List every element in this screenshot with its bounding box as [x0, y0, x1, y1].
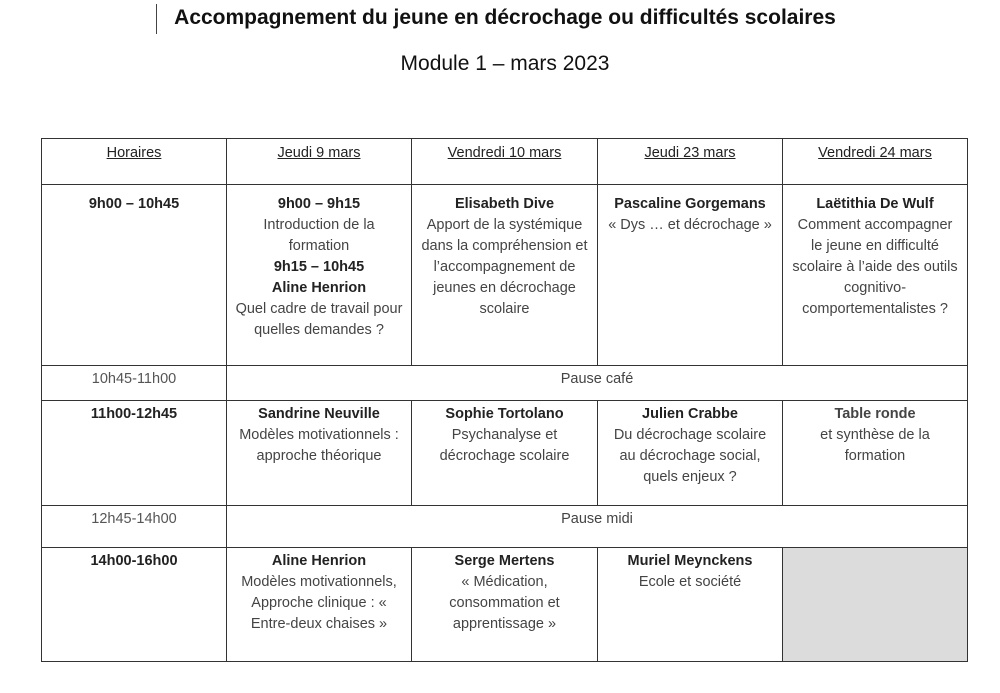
speaker-name: Julien Crabbe — [642, 406, 738, 422]
time-cell — [42, 548, 227, 662]
session-time: 9h00 – 9h15 — [277, 196, 361, 212]
speaker-name: Table ronde — [834, 406, 916, 422]
time-cell — [42, 401, 227, 506]
speaker-name: Sophie Tortolano — [445, 406, 564, 422]
session-cell — [412, 401, 598, 506]
header-day-4: Vendredi 24 mars — [818, 145, 932, 161]
session-cell — [412, 185, 598, 366]
pause-label: Pause café — [560, 371, 634, 387]
header-day-3: Jeudi 23 mars — [644, 145, 736, 161]
document-subtitle: Module 1 – mars 2023 — [400, 52, 610, 75]
speaker-name: Serge Mertens — [454, 553, 555, 569]
slot-time: 9h00 – 10h45 — [88, 196, 180, 212]
session-cell — [598, 548, 783, 662]
session-cell — [783, 401, 968, 506]
table-header-row — [42, 139, 968, 185]
session-description: Modèles motivationnels, Approche clinique : « Entre-deux chaises » — [241, 574, 397, 632]
slot-time: 14h00-16h00 — [90, 553, 178, 569]
empty-shaded-cell — [783, 548, 968, 662]
session-description: Psychanalyse et décrochage scolaire — [439, 427, 570, 464]
session-time: 9h15 – 10h45 — [273, 259, 365, 275]
pause-row — [42, 506, 968, 548]
session-description: Modèles motivationnels : approche théorique — [239, 427, 399, 464]
table-row — [42, 401, 968, 506]
header-day-2: Vendredi 10 mars — [447, 145, 562, 161]
time-cell — [42, 506, 227, 548]
session-description: Quel cadre de travail pour quelles demandes ? — [235, 301, 403, 338]
pause-cell — [227, 366, 968, 401]
table-row — [42, 548, 968, 662]
session-description: Ecole et société — [638, 574, 742, 590]
header-horaires: Horaires — [106, 145, 162, 161]
session-description: Comment accompagner le jeune en difficulté scolaire à l’aide des outils cognitivo-comportementalistes ? — [792, 217, 958, 317]
header-cell — [227, 139, 412, 185]
session-description: Apport de la systémique dans la compréhension et l’accompagnement de jeunes en décrochage scolaire — [421, 217, 588, 317]
header-cell — [598, 139, 783, 185]
speaker-name: Elisabeth Dive — [454, 196, 555, 212]
session-cell — [412, 548, 598, 662]
session-cell — [598, 401, 783, 506]
header-cell — [783, 139, 968, 185]
session-cell — [783, 185, 968, 366]
session-cell — [598, 185, 783, 366]
schedule-table — [41, 138, 968, 662]
speaker-name: Laëtithia De Wulf — [816, 196, 934, 212]
speaker-name: Aline Henrion — [271, 553, 367, 569]
pause-time: 12h45-14h00 — [91, 511, 177, 527]
session-description: Introduction de la formation — [263, 217, 375, 254]
slot-time: 11h00-12h45 — [90, 406, 178, 422]
session-cell — [227, 185, 412, 366]
pause-row — [42, 366, 968, 401]
time-cell — [42, 185, 227, 366]
speaker-name: Pascaline Gorgemans — [614, 196, 766, 212]
pause-time: 10h45-11h00 — [91, 371, 177, 387]
header-cell — [412, 139, 598, 185]
time-cell — [42, 366, 227, 401]
session-description: « Médication, consommation et apprentissage » — [449, 574, 560, 632]
document-title: Accompagnement du jeune en décrochage ou difficultés scolaires — [174, 6, 836, 29]
pause-cell — [227, 506, 968, 548]
pause-label: Pause midi — [561, 511, 633, 527]
speaker-name: Sandrine Neuville — [258, 406, 380, 422]
header-cell — [42, 139, 227, 185]
session-description: et synthèse de la formation — [820, 427, 930, 464]
speaker-name: Muriel Meynckens — [627, 553, 753, 569]
session-description: Du décrochage scolaire au décrochage social, quels enjeux ? — [613, 427, 767, 485]
header-day-1: Jeudi 9 mars — [277, 145, 361, 161]
speaker-name: Aline Henrion — [271, 280, 367, 296]
session-description: « Dys … et décrochage » — [608, 217, 772, 233]
session-cell — [227, 548, 412, 662]
session-cell — [227, 401, 412, 506]
table-row — [42, 185, 968, 366]
